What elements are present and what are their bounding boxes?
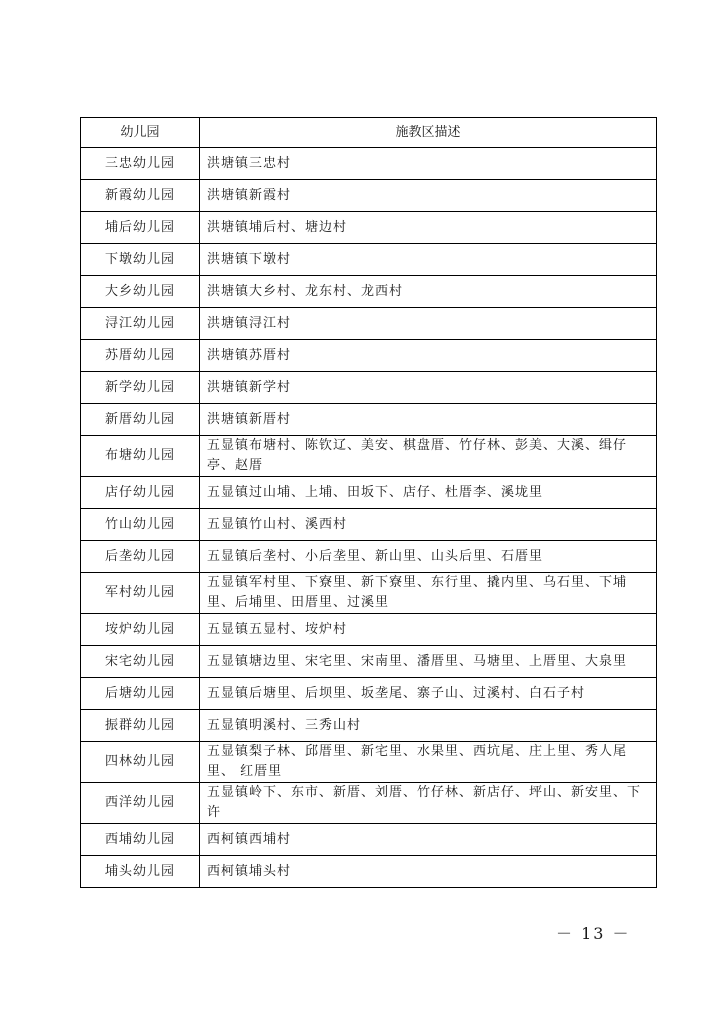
- table-row: [81, 180, 657, 212]
- table-header-row: [81, 118, 657, 148]
- kindergarten-name-cell: 四林幼儿园: [81, 742, 200, 783]
- kindergarten-name-cell: 新学幼儿园: [81, 372, 200, 404]
- kindergarten-name-cell: 西埔幼儿园: [81, 824, 200, 856]
- table-row: [81, 742, 657, 783]
- district-description-cell: 洪塘镇新霞村: [200, 180, 657, 212]
- table-row: [81, 308, 657, 340]
- table-body: [81, 148, 657, 888]
- kindergarten-name-cell: 西洋幼儿园: [81, 783, 200, 824]
- table-row: [81, 244, 657, 276]
- table-row: [81, 477, 657, 509]
- kindergarten-name-cell: 埔后幼儿园: [81, 212, 200, 244]
- district-description-cell: 五显镇过山埔、上埔、田坂下、店仔、杜厝李、溪垅里: [200, 477, 657, 509]
- district-description-cell: 洪塘镇大乡村、龙东村、龙西村: [200, 276, 657, 308]
- kindergarten-name-cell: 后垄幼儿园: [81, 541, 200, 573]
- table-row: [81, 678, 657, 710]
- kindergarten-name-cell: 振群幼儿园: [81, 710, 200, 742]
- table-row: [81, 824, 657, 856]
- table-row: [81, 404, 657, 436]
- district-description-cell: 西柯镇埔头村: [200, 856, 657, 888]
- district-description-cell: 五显镇梨子林、邱厝里、新宅里、水果里、西坑尾、庄上里、秀人尾里、 红厝里: [200, 742, 657, 783]
- kindergarten-name-cell: 新霞幼儿园: [81, 180, 200, 212]
- table-row: [81, 340, 657, 372]
- kindergarten-name-cell: 竹山幼儿园: [81, 509, 200, 541]
- table-row: [81, 646, 657, 678]
- district-description-cell: 五显镇塘边里、宋宅里、宋南里、潘厝里、马塘里、上厝里、大泉里: [200, 646, 657, 678]
- district-description-cell: 五显镇后垄村、小后垄里、新山里、山头后里、石厝里: [200, 541, 657, 573]
- kindergarten-name-cell: 三忠幼儿园: [81, 148, 200, 180]
- kindergarten-name-cell: 店仔幼儿园: [81, 477, 200, 509]
- table-row: [81, 573, 657, 614]
- table-row: [81, 856, 657, 888]
- district-description-cell: 五显镇岭下、东市、新厝、刘厝、竹仔林、新店仔、坪山、新安里、下许: [200, 783, 657, 824]
- table-row: [81, 276, 657, 308]
- kindergarten-name-cell: 垵炉幼儿园: [81, 614, 200, 646]
- kindergarten-name-cell: 苏厝幼儿园: [81, 340, 200, 372]
- kindergarten-name-cell: 布塘幼儿园: [81, 436, 200, 477]
- table-row: [81, 614, 657, 646]
- header-kindergarten: 幼儿园: [81, 118, 200, 148]
- kindergarten-name-cell: 新厝幼儿园: [81, 404, 200, 436]
- kindergarten-name-cell: 宋宅幼儿园: [81, 646, 200, 678]
- district-description-cell: 五显镇布塘村、陈钦辽、美安、棋盘厝、竹仔林、彭美、大溪、缉仔亭、赵厝: [200, 436, 657, 477]
- district-description-cell: 洪塘镇新学村: [200, 372, 657, 404]
- district-description-cell: 洪塘镇埔后村、塘边村: [200, 212, 657, 244]
- header-district-description: 施教区描述: [200, 118, 657, 148]
- district-description-cell: 西柯镇西埔村: [200, 824, 657, 856]
- kindergarten-name-cell: 下墩幼儿园: [81, 244, 200, 276]
- district-description-cell: 洪塘镇浔江村: [200, 308, 657, 340]
- district-description-cell: 洪塘镇下墩村: [200, 244, 657, 276]
- district-description-cell: 五显镇五显村、垵炉村: [200, 614, 657, 646]
- district-description-cell: 五显镇后塘里、后坝里、坂垄尾、寨子山、过溪村、白石子村: [200, 678, 657, 710]
- table-row: [81, 372, 657, 404]
- table-row: [81, 541, 657, 573]
- kindergarten-name-cell: 军村幼儿园: [81, 573, 200, 614]
- district-description-cell: 五显镇明溪村、三秀山村: [200, 710, 657, 742]
- kindergarten-name-cell: 埔头幼儿园: [81, 856, 200, 888]
- table-row: [81, 212, 657, 244]
- table-row: [81, 436, 657, 477]
- kindergarten-name-cell: 后塘幼儿园: [81, 678, 200, 710]
- table-row: [81, 509, 657, 541]
- kindergarten-name-cell: 浔江幼儿园: [81, 308, 200, 340]
- kindergarten-name-cell: 大乡幼儿园: [81, 276, 200, 308]
- table-row: [81, 783, 657, 824]
- kindergarten-district-table: [80, 117, 657, 888]
- table-row: [81, 710, 657, 742]
- table-row: [81, 148, 657, 180]
- district-description-cell: 洪塘镇苏厝村: [200, 340, 657, 372]
- district-description-cell: 五显镇竹山村、溪西村: [200, 509, 657, 541]
- page-number: － 13 －: [556, 924, 631, 943]
- district-description-cell: 五显镇军村里、下寮里、新下寮里、东行里、撬内里、乌石里、下埔里、后埔里、田厝里、过溪里: [200, 573, 657, 614]
- district-description-cell: 洪塘镇三忠村: [200, 148, 657, 180]
- district-description-cell: 洪塘镇新厝村: [200, 404, 657, 436]
